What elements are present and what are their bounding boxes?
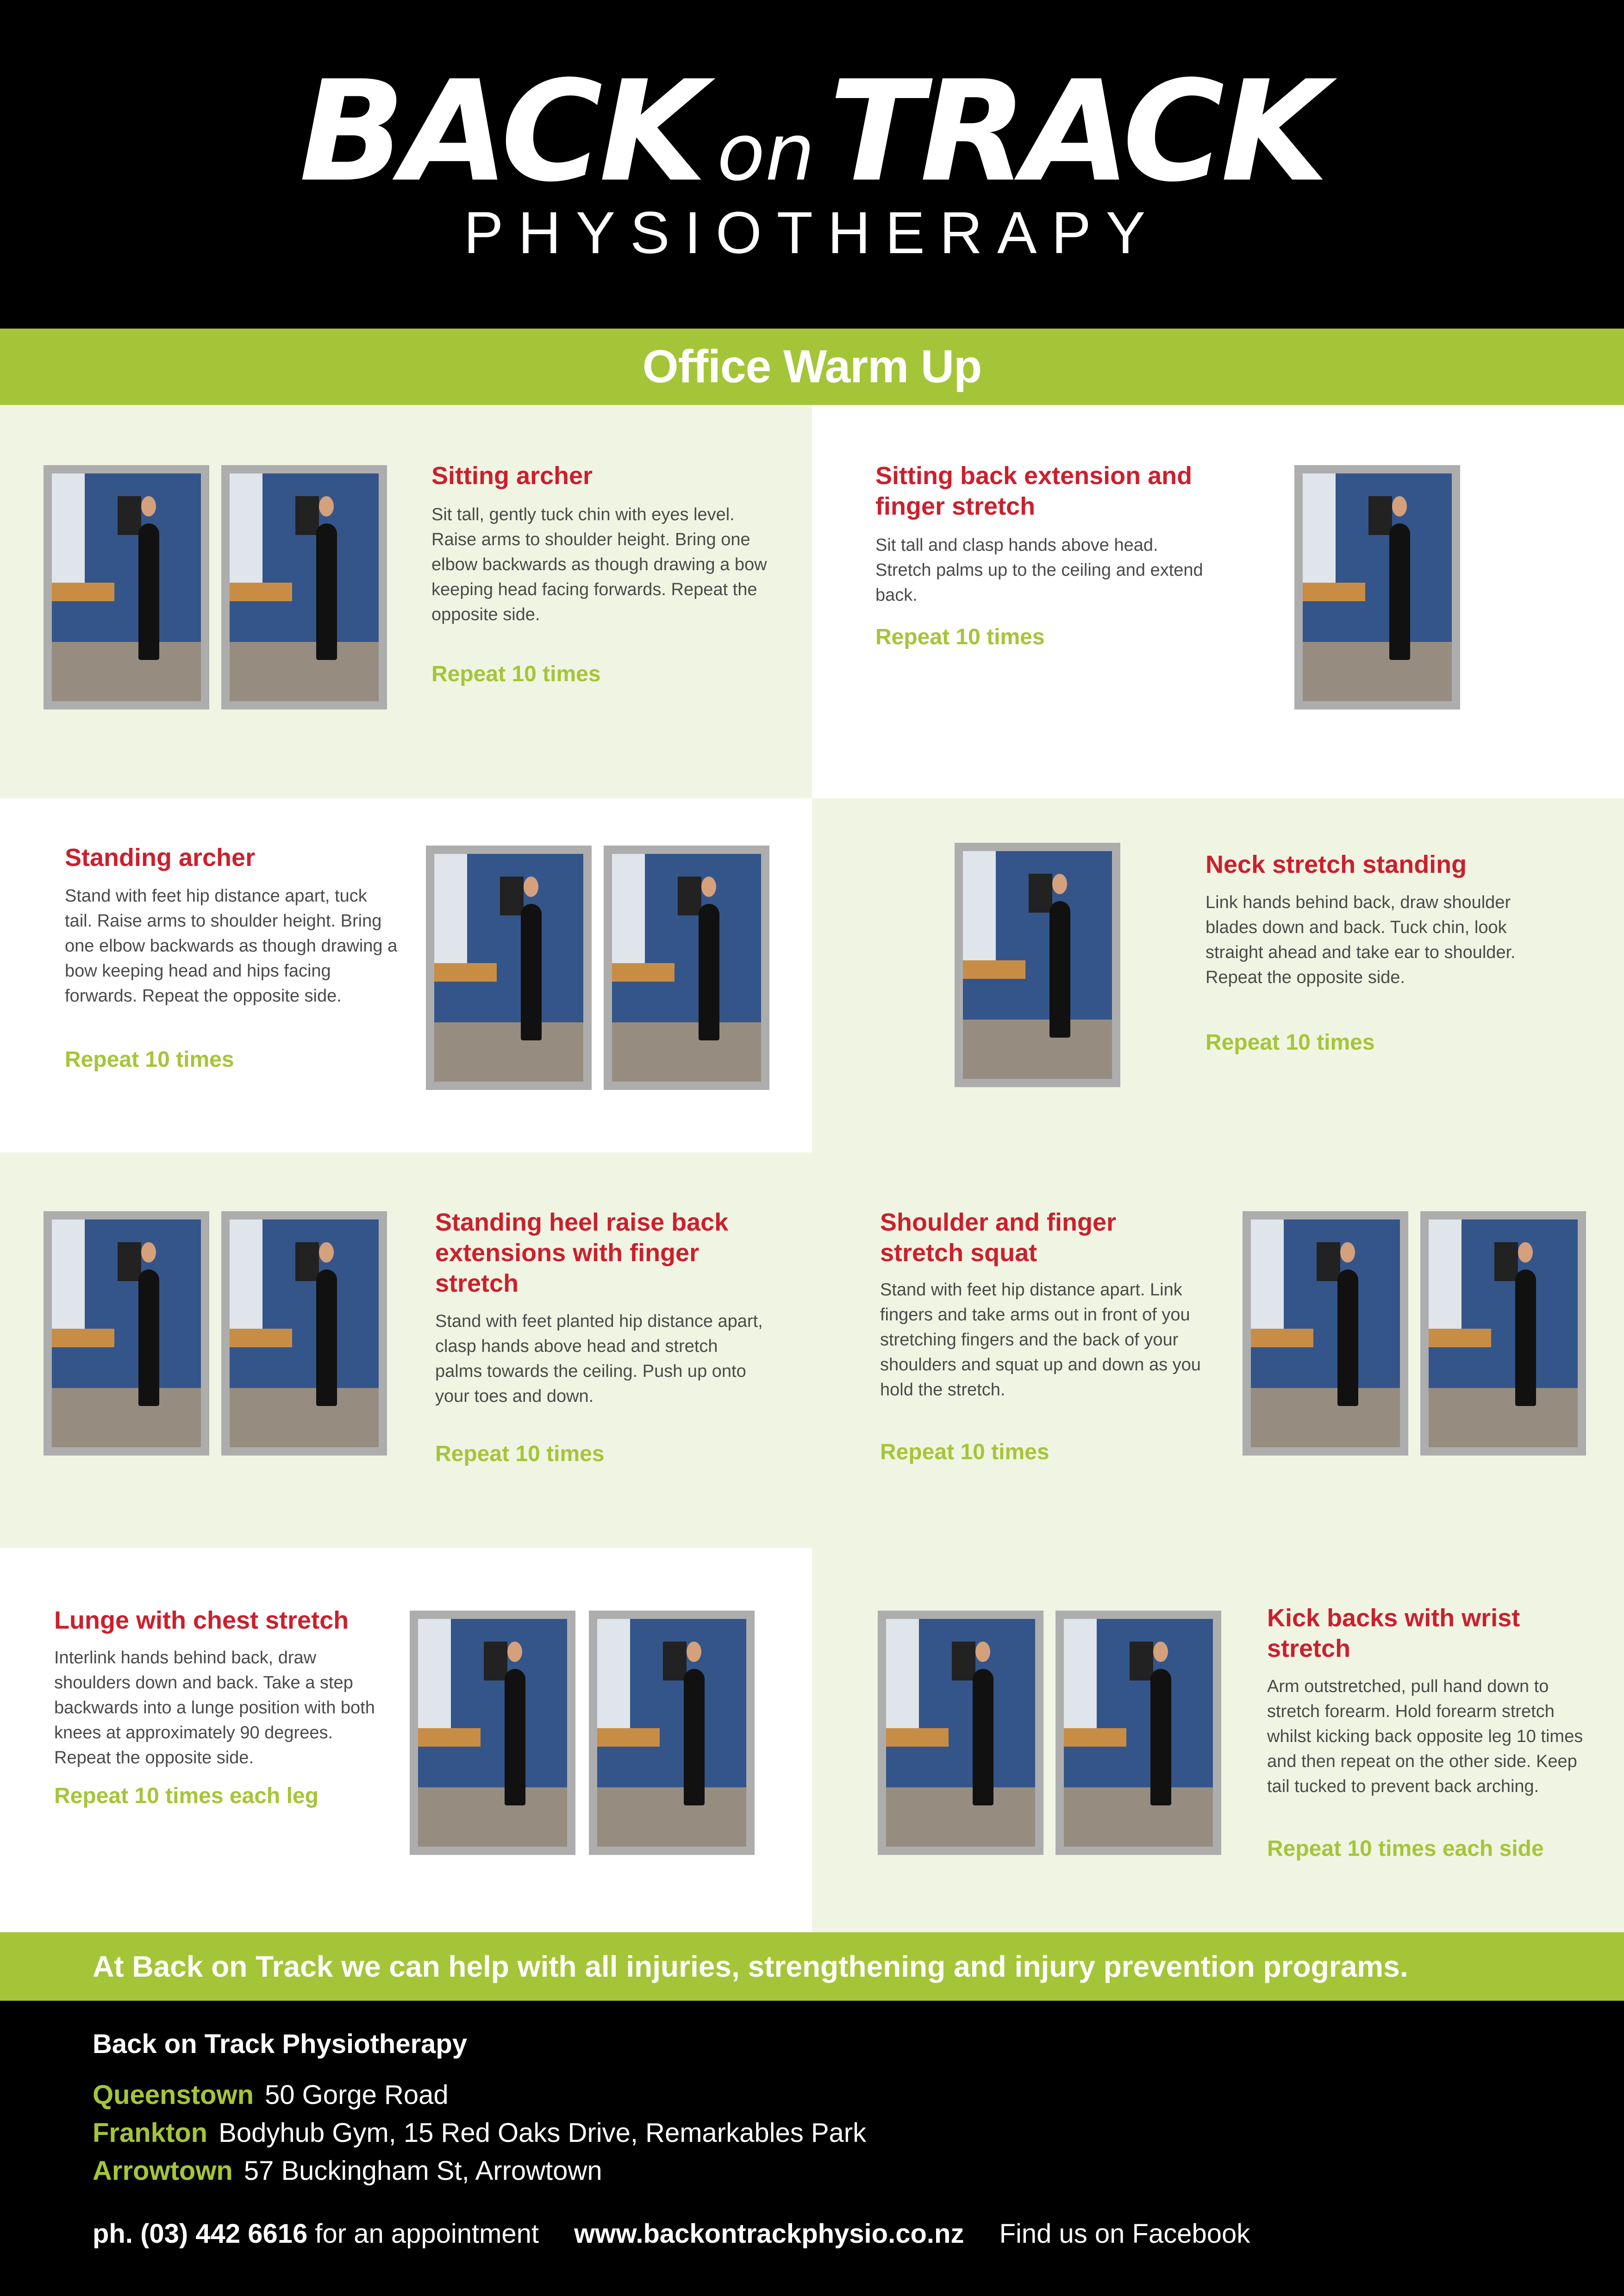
facebook-link[interactable]: Find us on Facebook bbox=[999, 2219, 1250, 2249]
exercise-description: Arm outstretched, pull hand down to stretch forearm. Hold forearm stretch whilst kicking back opposite leg 10 times and then repeat on the other side. Keep tail tucked to prevent back arching. bbox=[1267, 1677, 1583, 1796]
logo-subtitle: PHYSIOTHERAPY bbox=[463, 200, 1161, 266]
exercise-title: Kick backs with wrist stretch bbox=[1267, 1604, 1520, 1662]
location-address: 57 Buckingham St, Arrowtown bbox=[244, 2156, 602, 2186]
exercise-photo bbox=[878, 1611, 1043, 1855]
exercise-title: Neck stretch standing bbox=[1206, 851, 1467, 878]
footer-clinic-name: Back on Track Physiotherapy bbox=[93, 2029, 468, 2059]
footer-location-frankton bbox=[93, 2117, 866, 2148]
footer-location-queenstown bbox=[93, 2079, 449, 2110]
phone-number[interactable]: ph. (03) 442 6616 bbox=[93, 2219, 308, 2249]
exercise-title: Standing archer bbox=[65, 844, 256, 871]
exercise-description: Sit tall, gently tuck chin with eyes level. Raise arms to shoulder height. Bring one elbow backwards as though drawing a bow keeping head facing forwards. Repeat the opposite side. bbox=[431, 505, 767, 624]
exercise-repeat: Repeat 10 times each side bbox=[1267, 1836, 1544, 1861]
location-name: Queenstown bbox=[93, 2080, 254, 2110]
exercise-title: Lunge with chest stretch bbox=[54, 1606, 349, 1634]
logo-back: BACK bbox=[299, 51, 703, 212]
exercise-cell-standing-archer bbox=[0, 798, 812, 1152]
website-link[interactable]: www.backontrackphysio.co.nz bbox=[574, 2219, 964, 2249]
exercise-cell-neck-stretch bbox=[812, 798, 1624, 1152]
exercise-cell-sitting-archer bbox=[0, 405, 812, 798]
exercise-title: Standing heel raise back extensions with finger stretch bbox=[435, 1208, 729, 1297]
exercise-cell-sitting-back-extension bbox=[812, 405, 1624, 798]
exercise-photo bbox=[1056, 1611, 1221, 1855]
promo-band bbox=[0, 1932, 1624, 2001]
exercise-description: Link hands behind back, draw shoulder blades down and back. Tuck chin, look straight ahead and take ear to shoulder. Repeat the opposite side. bbox=[1206, 893, 1516, 987]
exercise-repeat: Repeat 10 times each leg bbox=[54, 1784, 319, 1808]
promo-text: At Back on Track we can help with all injuries, strengthening and injury prevention programs. bbox=[93, 1950, 1408, 1983]
phone-suffix: for an appointment bbox=[315, 2219, 539, 2249]
exercise-photo bbox=[426, 846, 592, 1090]
footer-contact bbox=[93, 2218, 1250, 2249]
location-address: 50 Gorge Road bbox=[265, 2080, 449, 2110]
exercise-description: Stand with feet planted hip distance apart, clasp hands above head and stretch palms towards the ceiling. Push up onto your toes and down. bbox=[435, 1312, 763, 1406]
exercise-repeat: Repeat 10 times bbox=[435, 1442, 605, 1466]
exercise-photo bbox=[221, 465, 387, 709]
exercise-description: Sit tall and clasp hands above head. Stretch palms up to the ceiling and extend back. bbox=[875, 535, 1203, 605]
logo-track: TRACK bbox=[829, 51, 1325, 212]
exercise-title: Sitting back extension and finger stretch bbox=[875, 462, 1193, 520]
exercise-photo bbox=[1243, 1211, 1408, 1456]
exercise-cell-lunge bbox=[0, 1548, 812, 1932]
exercise-photo bbox=[1420, 1211, 1586, 1456]
exercise-cell-heel-raise bbox=[0, 1152, 812, 1548]
title-band bbox=[0, 329, 1624, 405]
exercise-repeat: Repeat 10 times bbox=[1206, 1030, 1375, 1055]
exercise-cell-shoulder-squat bbox=[812, 1152, 1624, 1548]
exercise-photo bbox=[410, 1611, 575, 1855]
exercise-photo bbox=[221, 1211, 387, 1456]
exercise-repeat: Repeat 10 times bbox=[875, 625, 1045, 649]
exercise-photo bbox=[44, 1211, 209, 1456]
location-name: Frankton bbox=[93, 2118, 208, 2148]
header bbox=[0, 0, 1624, 329]
exercise-title: Sitting archer bbox=[431, 462, 593, 490]
exercise-description: Interlink hands behind back, draw shoulders down and back. Take a step backwards into a lunge position with both knees at approximately 90 degrees. Repeat the opposite side. bbox=[54, 1648, 375, 1767]
page-title: Office Warm Up bbox=[642, 341, 982, 392]
exercise-description: Stand with feet hip distance apart, tuck tail. Raise arms to shoulder height. Bring one elbow backwards as though drawing a bow keeping head and hips facing forwards. Repeat the opposite side. bbox=[65, 886, 398, 1006]
exercise-photo bbox=[44, 465, 209, 709]
logo-on: on bbox=[717, 107, 815, 199]
location-address: Bodyhub Gym, 15 Red Oaks Drive, Remarkables Park bbox=[219, 2118, 867, 2148]
exercise-cell-kick-backs bbox=[812, 1548, 1624, 1932]
exercise-photo bbox=[604, 846, 769, 1090]
exercise-repeat: Repeat 10 times bbox=[65, 1047, 234, 1072]
exercise-repeat: Repeat 10 times bbox=[431, 662, 601, 686]
exercise-repeat: Repeat 10 times bbox=[880, 1440, 1049, 1464]
exercise-photo bbox=[589, 1611, 755, 1855]
exercise-description: Stand with feet hip distance apart. Link fingers and take arms out in front of you stretching fingers and the back of your shoulders and squat up and down as you hold the stretch. bbox=[880, 1280, 1201, 1400]
footer-location-arrowtown bbox=[93, 2155, 602, 2186]
exercise-photo bbox=[955, 843, 1120, 1087]
location-name: Arrowtown bbox=[93, 2156, 233, 2186]
footer bbox=[0, 2001, 1624, 2296]
logo bbox=[0, 51, 1624, 212]
exercise-title: Shoulder and finger stretch squat bbox=[880, 1208, 1117, 1267]
exercise-photo bbox=[1294, 465, 1460, 709]
